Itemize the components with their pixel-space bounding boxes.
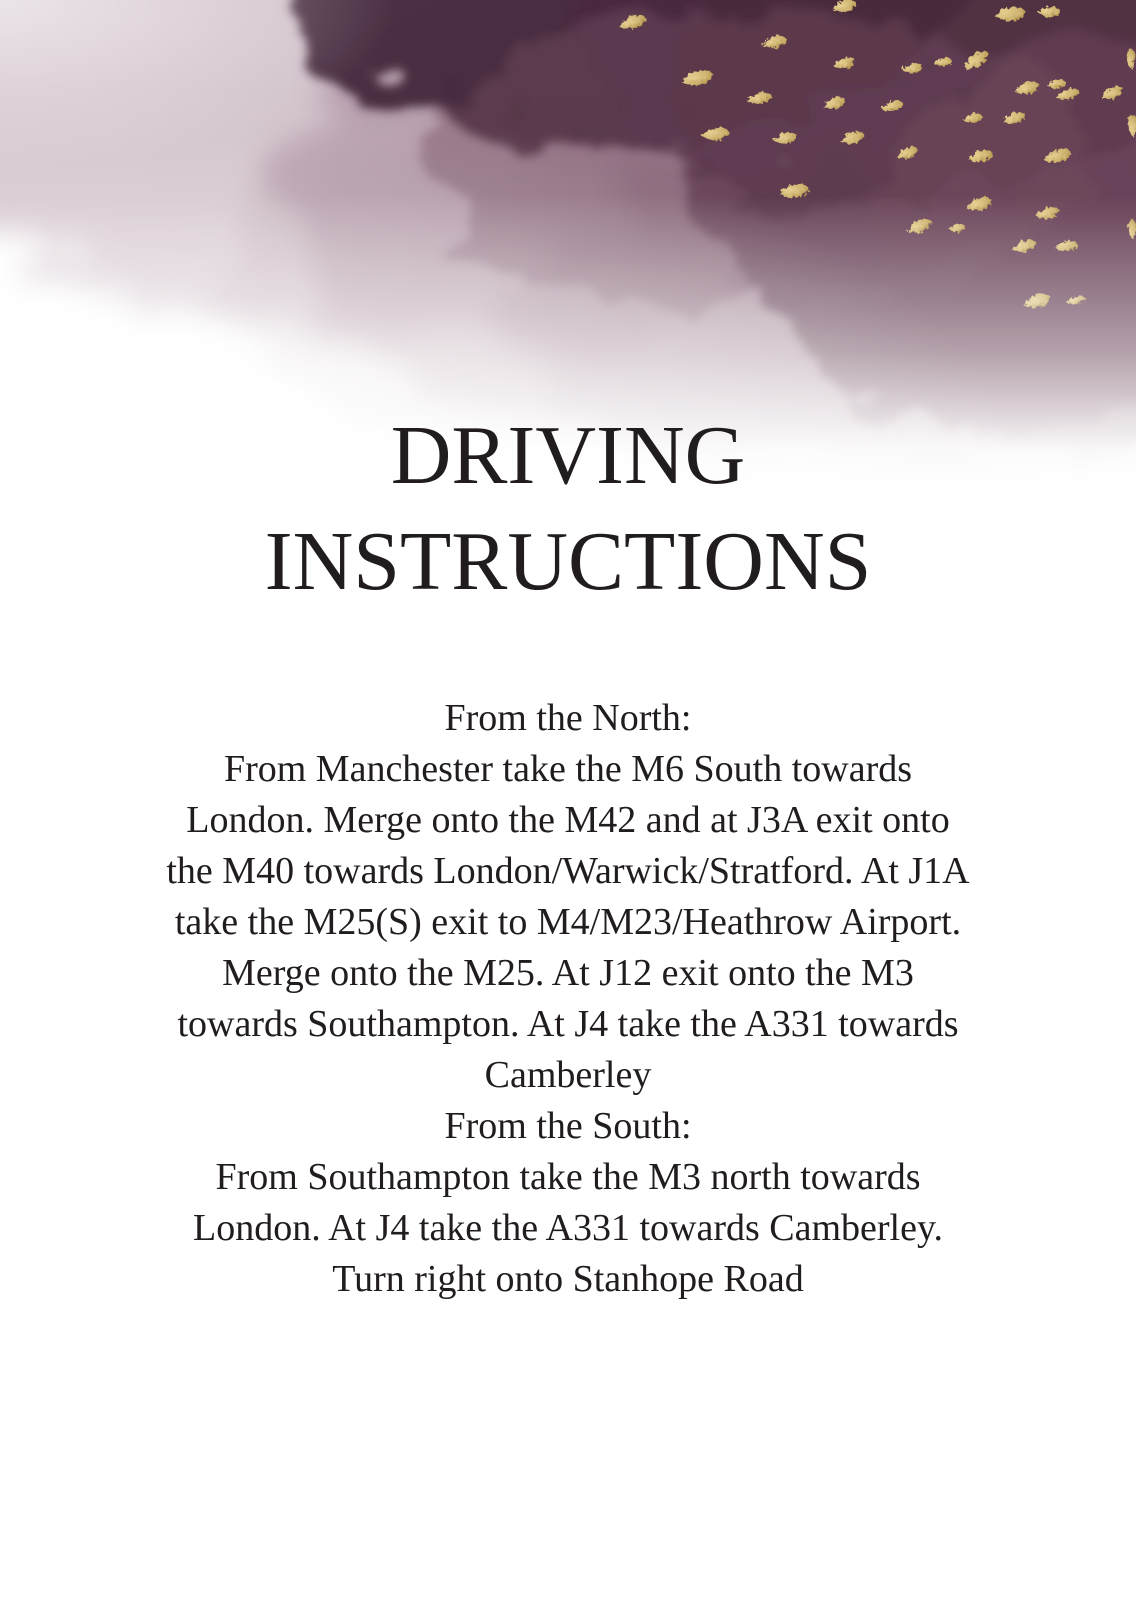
direction-line: Merge onto the M25. At J12 exit onto the M3	[222, 952, 914, 994]
direction-line: From the South:	[444, 1105, 692, 1147]
direction-line: Turn right onto Stanhope Road	[332, 1258, 804, 1300]
direction-line: take the M25(S) exit to M4/M23/Heathrow Airport.	[174, 901, 962, 943]
direction-line: Camberley	[484, 1054, 652, 1096]
directions-text	[0, 693, 1136, 1305]
direction-line: London. Merge onto the M42 and at J3A exit onto	[186, 799, 950, 841]
direction-line: From the North:	[444, 697, 692, 739]
direction-line: From Southampton take the M3 north towards	[215, 1156, 921, 1198]
page-title	[0, 403, 1136, 615]
direction-line: towards Southampton. At J4 take the A331 towards	[177, 1003, 959, 1045]
direction-line: the M40 towards London/Warwick/Stratford. At J1A	[166, 850, 970, 892]
direction-line: From Manchester take the M6 South towards	[223, 748, 913, 790]
page-title-line-1: DRIVING	[390, 409, 746, 502]
page-title-line-2: INSTRUCTIONS	[264, 514, 872, 608]
direction-line: London. At J4 take the A331 towards Camberley.	[192, 1207, 944, 1249]
